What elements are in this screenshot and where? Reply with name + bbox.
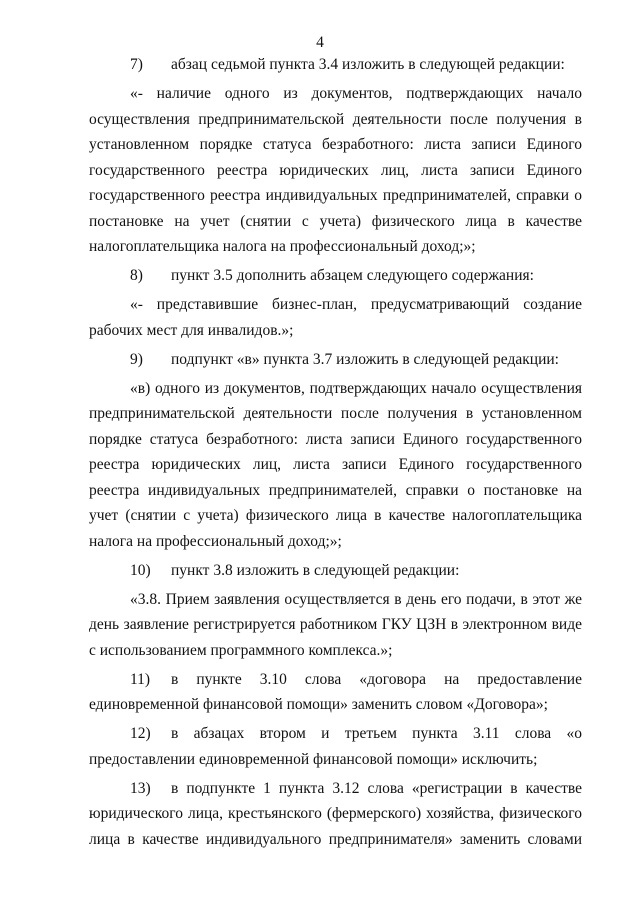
item-number: 10) bbox=[130, 561, 151, 579]
paragraph-10-quote bbox=[89, 587, 582, 664]
paragraph-text: «- представившие бизнес-план, предусматривающий создание рабочих мест для инвалидов.»; bbox=[89, 296, 582, 339]
item-number: 12) bbox=[130, 725, 151, 742]
paragraph-7 bbox=[89, 52, 582, 78]
paragraph-text: «3.8. Прием заявления осуществляется в день его подачи, в этот же день заявление регистрируется работником ГКУ ЦЗН в электронном виде с использованием программного комплекса.»; bbox=[89, 590, 582, 659]
paragraph-8-quote bbox=[89, 292, 582, 343]
paragraph-13 bbox=[89, 776, 582, 853]
paragraph-9-quote bbox=[89, 376, 582, 555]
item-number: 9) bbox=[130, 350, 143, 368]
item-number: 11) bbox=[130, 670, 151, 688]
document-body bbox=[89, 52, 582, 856]
paragraph-text: в подпункте 1 пункта 3.12 слова «регистрации в качестве юридического лица, крестьянского (фермерского) хозяйства, физического лица в качестве индивидуального предпринимателя» заменить словами bbox=[89, 779, 582, 848]
paragraph-text: в абзацах втором и третьем пункта 3.11 слова «о предоставлении единовременной финансовой помощи» исключить; bbox=[89, 725, 582, 768]
paragraph-10 bbox=[89, 558, 582, 584]
page-number: 4 bbox=[316, 34, 324, 51]
item-number: 7) bbox=[130, 56, 143, 73]
paragraph-text: подпункт «в» пункта 3.7 изложить в следующей редакции: bbox=[171, 350, 559, 368]
paragraph-7-quote bbox=[89, 81, 582, 260]
paragraph-text: «- наличие одного из документов, подтверждающих начало осуществления предпринимательской деятельности после получения в установленном порядке статуса безработного: листа записи Единого государственного реестра юридических лиц, листа записи Единого государственного реестра индивидуальных предпринимателей, справки о постановке на учет (снятии с учета) физического лица в качестве налогоплательщика налога на профессиональный доход;»; bbox=[89, 85, 582, 255]
paragraph-8 bbox=[89, 263, 582, 289]
paragraph-text: пункт 3.5 дополнить абзацем следующего содержания: bbox=[171, 267, 534, 284]
paragraph-text: «в) одного из документов, подтверждающих начало осуществления предпринимательской деятельности после получения в установленном порядке статуса безработного: листа записи Единого государственного реестра юридических лиц, листа записи Единого государственного реестра индивидуальных предпринимателей, справки о постановке на учет (снятии с учета) физического лица в качестве налогоплательщика налога на профессиональный доход;»; bbox=[89, 379, 582, 550]
paragraph-text: пункт 3.8 изложить в следующей редакции: bbox=[171, 561, 460, 579]
paragraph-text: абзац седьмой пункта 3.4 изложить в следующей редакции: bbox=[171, 56, 565, 73]
item-number: 13) bbox=[130, 779, 151, 797]
item-number: 8) bbox=[130, 267, 143, 284]
paragraph-text: в пункте 3.10 слова «договора на предоставление единовременной финансовой помощи» заменить словом «Договора»; bbox=[89, 670, 582, 713]
paragraph-12 bbox=[89, 721, 582, 772]
paragraph-11 bbox=[89, 667, 582, 718]
paragraph-9 bbox=[89, 347, 582, 373]
